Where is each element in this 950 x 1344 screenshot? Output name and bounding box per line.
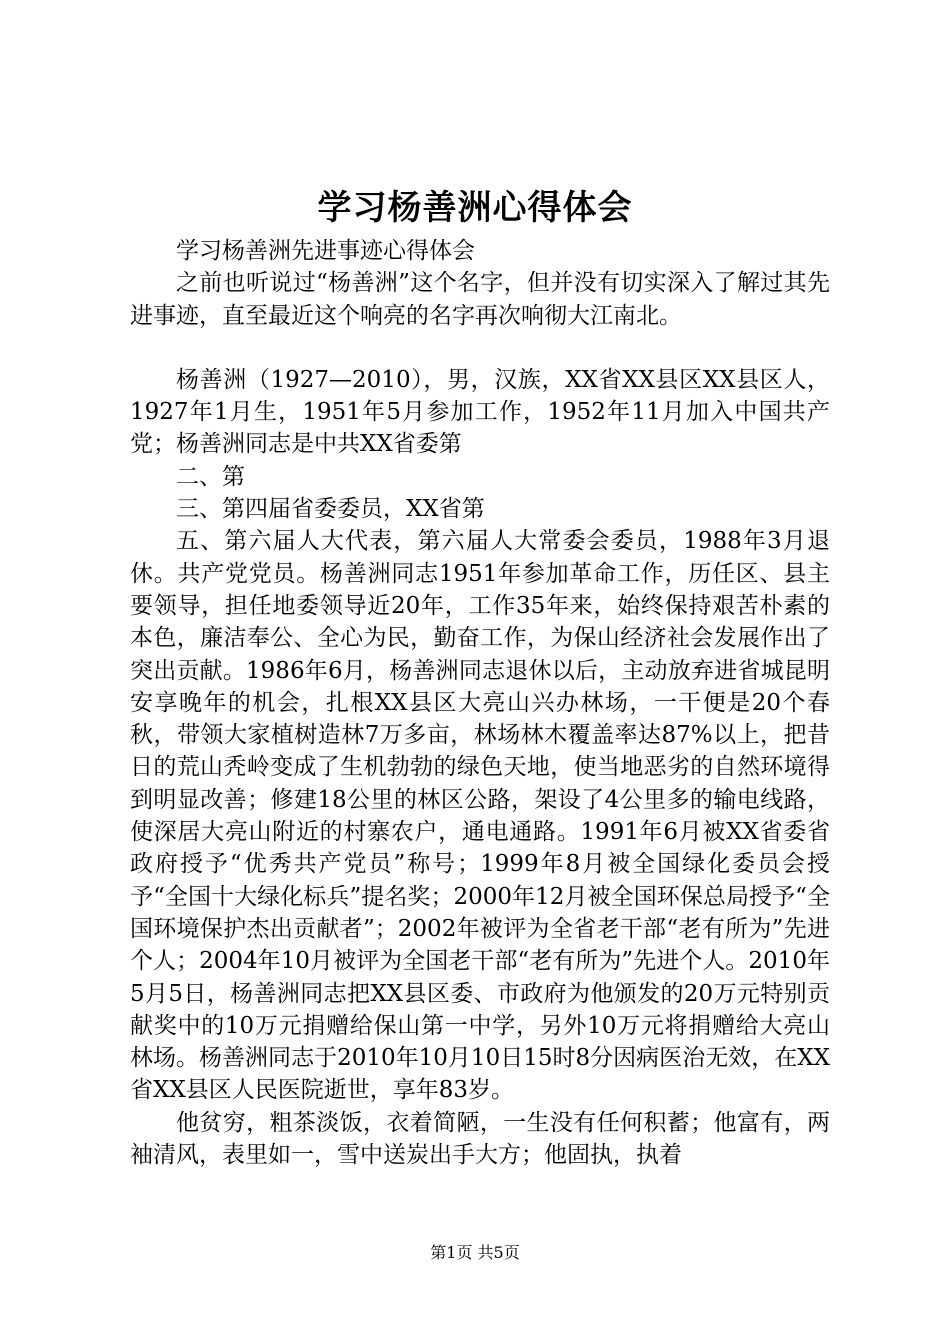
paragraph-intro: 之前也听说过“杨善洲”这个名字，但并没有切实深入了解过其先进事迹，直至最近这个响亮的名字再次响彻大江南北。 bbox=[130, 270, 830, 329]
paragraph-second: 二、第 bbox=[176, 463, 245, 490]
paragraph-career: 五、第六届人大代表，第六届人大常委会委员，1988年3月退休。共产党党员。杨善洲同志1951年参加革命工作，历任区、县主要领导，担任地委领导近20年，工作35年来，始终保持艰苦朴素的本色，廉洁奉公、全心为民，勤奋工作，为保山经济社会发展作出了突出贡献。1986年6月，杨善洲同志退休以后，主动放弃进省城昆明安享晚年的机会，扎根XX县区大亮山兴办林场，一干便是20个春秋，带领大家植树造林7万多亩，林场林木覆盖率达87%以上，把昔日的荒山秃岭变成了生机勃勃的绿色天地，使当地恶劣的自然环境得到明显改善；修建18公里的林区公路，架设了4公里多的输电线路，使深居大亮山附近的村寨农户，通电通路。1991年6月被XX省委省政府授予“优秀共产党员”称号；1999年8月被全国绿化委员会授予“全国十大绿化标兵”提名奖；2000年12月被全国环保总局授予“全国环境保护杰出贡献者”；2002年被评为全省老干部“老有所为”先进个人；2004年10月被评为全国老干部“老有所为”先进个人。2010年5月5日，杨善洲同志把XX县区委、市政府为他颁发的20万元特别贡献奖中的10万元捐赠给保山第一中学，另外10万元将捐赠给大亮山林场。杨善洲同志于2010年10月10日15时8分因病医治无效，在XX省XX县区人民医院逝世，享年83岁。 bbox=[130, 528, 830, 1104]
page-number-footer: 第1页 共5页 bbox=[430, 1243, 520, 1262]
paragraph-third: 三、第四届省委委员，XX省第 bbox=[176, 496, 485, 523]
paragraph-subtitle: 学习杨善洲先进事迹心得体会 bbox=[176, 238, 475, 264]
document-body bbox=[130, 235, 830, 1171]
paragraph-character: 他贫穷，粗茶淡饭，衣着简陋，一生没有任何积蓄；他富有，两袖清风，表里如一，雪中送炭出手大方；他固执，执着 bbox=[130, 1109, 830, 1169]
paragraph-biography: 杨善洲（1927—2010），男，汉族，XX省XX县区XX县区人，1927年1月生，1951年5月参加工作，1952年11月加入中国共产党；杨善洲同志是中共XX省委第 bbox=[130, 366, 830, 458]
document-title: 学习杨善洲心得体会 bbox=[317, 188, 633, 228]
